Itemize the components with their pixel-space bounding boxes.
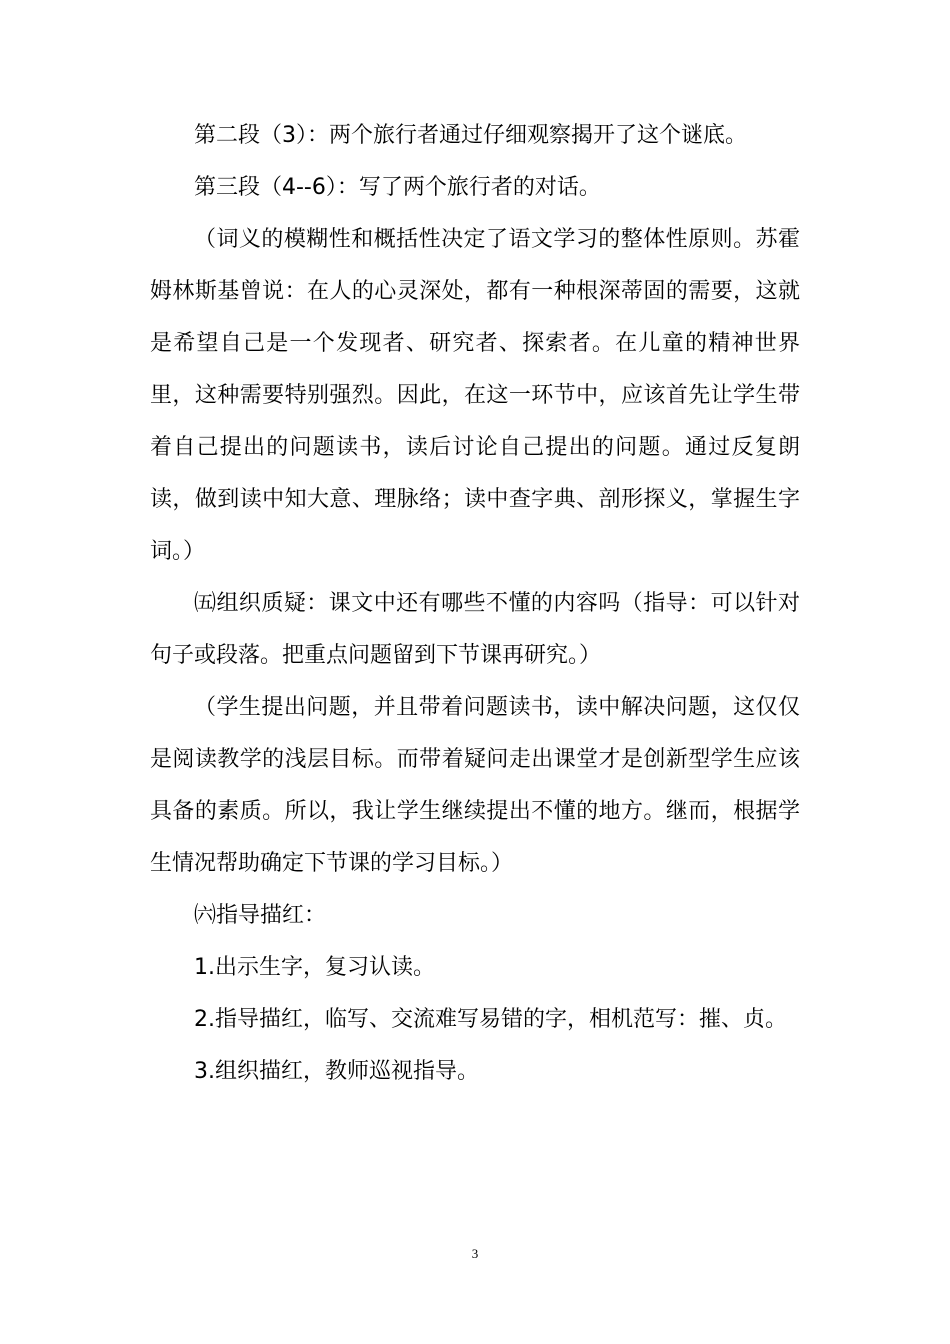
paragraph-step-three: 3.组织描红，教师巡视指导。 (194, 1059, 479, 1084)
paragraph-commentary-questions: （学生提出问题，并且带着问题读书，读中解决问题，这仅仅是阅读教学的浅层目标。而带着疑问走出课堂才是创新型学生应该具备的素质。所以，我让学生继续提出不懂的地方。继而，根据学生情况帮助确定下节课的学习目标。） (150, 695, 800, 876)
paragraph-step-one: 1.出示生字，复习认读。 (194, 955, 435, 980)
document-body (150, 110, 800, 1098)
paragraph-section-two: 第二段（3）：两个旅行者通过仔细观察揭开了这个谜底。 (194, 123, 747, 148)
paragraph-organize-questions: ㈤组织质疑：课文中还有哪些不懂的内容吗（指导：可以针对句子或段落。把重点问题留到下节课再研究。） (150, 591, 800, 668)
paragraph-step-two: 2.指导描红，临写、交流难写易错的字，相机范写：摧、贞。 (194, 1007, 787, 1032)
paragraph-commentary-reading: （词义的模糊性和概括性决定了语文学习的整体性原则。苏霍姆林斯基曾说：在人的心灵深处，都有一种根深蒂固的需要，这就是希望自己是一个发现者、研究者、探索者。在儿童的精神世界里，这种需要特别强烈。因此，在这一环节中，应该首先让学生带着自己提出的问题读书，读后讨论自己提出的问题。通过反复朗读，做到读中知大意、理脉络；读中查字典、剖形探义，掌握生字词。） (150, 227, 800, 564)
paragraph-tracing-heading: ㈥指导描红： (194, 903, 327, 928)
page-number: 3 (471, 1246, 479, 1261)
paragraph-section-three: 第三段（4--6）：写了两个旅行者的对话。 (194, 175, 601, 200)
